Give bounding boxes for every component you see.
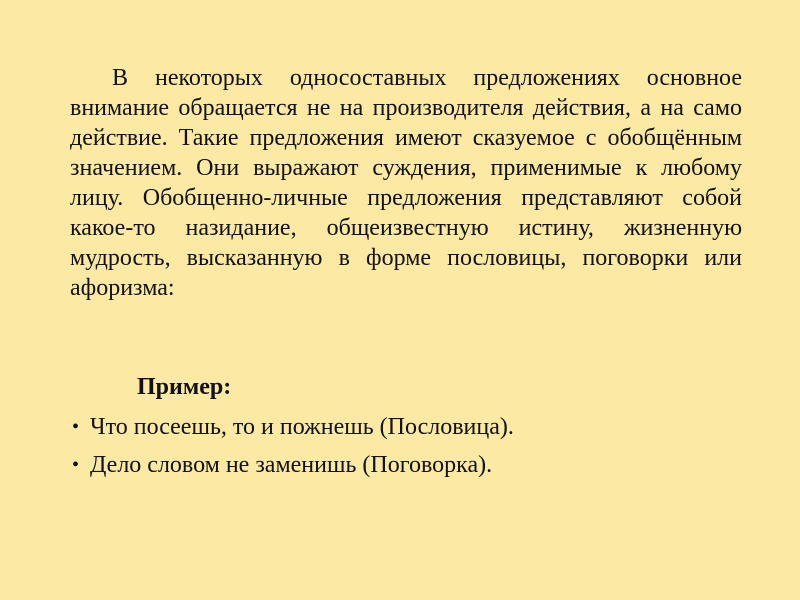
- main-paragraph: В некоторых односоставных предложениях основное внимание обращается не на производителя действия, а на само действие. Такие предложения имеют сказуемое с обобщённым значением. Они выражают суждения, применимые к любому лицу. Обобщенно-личные предложения представляют собой какое-то назидание, общеизвестную истину, жизненную мудрость, высказанную в форме пословицы, поговорки или афоризма:: [70, 65, 742, 301]
- example-text: Дело словом не заменишь (Поговорка).: [90, 452, 493, 478]
- list-item: [70, 450, 514, 480]
- list-item: [70, 412, 514, 442]
- example-heading: Пример:: [137, 374, 232, 400]
- examples-list: [70, 412, 514, 488]
- bullet-icon: •: [72, 416, 80, 438]
- example-text: Что посеешь, то и пожнешь (Пословица).: [90, 414, 514, 440]
- bullet-icon: •: [72, 454, 80, 476]
